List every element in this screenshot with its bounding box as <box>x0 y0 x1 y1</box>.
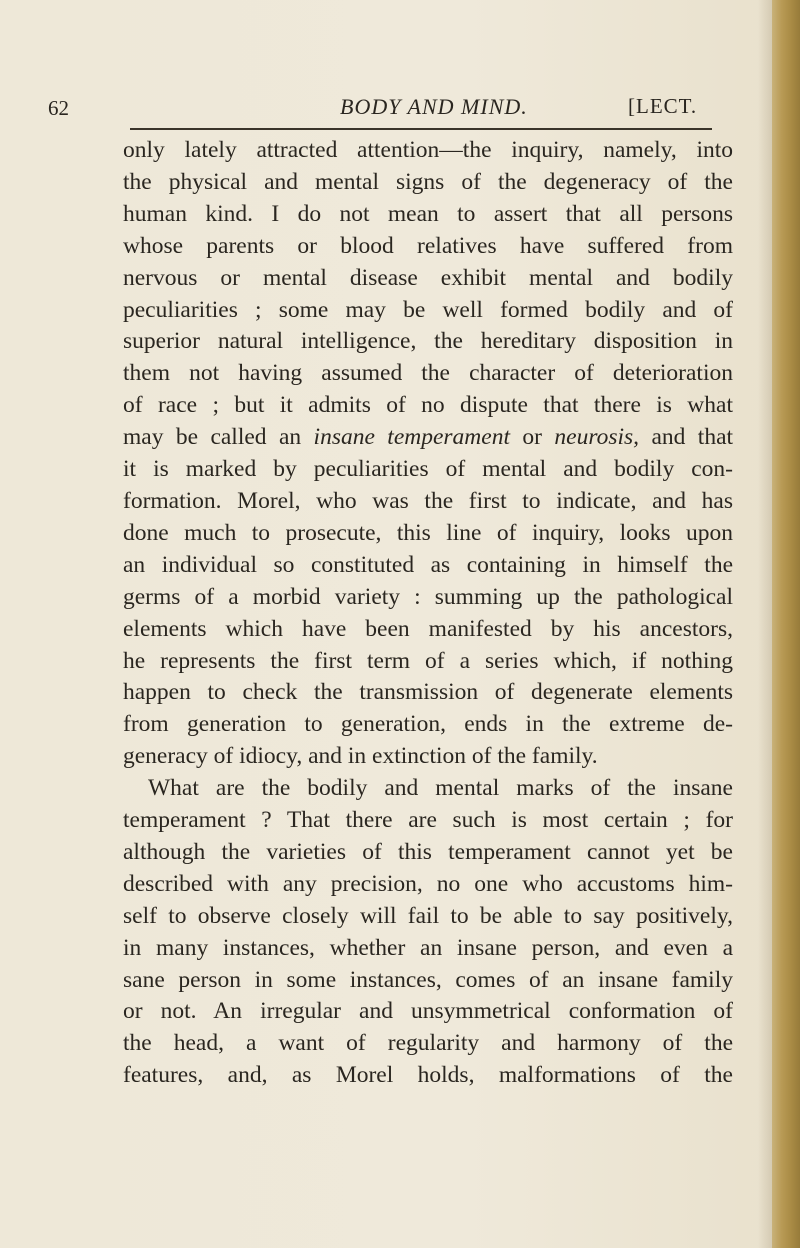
text-line: an individual so constituted as containing in himself the <box>123 551 733 578</box>
text-line: although the varieties of this temperament cannot yet be <box>123 838 733 865</box>
text-line: done much to prosecute, this line of inquiry, looks upon <box>123 519 733 546</box>
text-line: them not having assumed the character of deterioration <box>123 360 733 387</box>
text-line: or not. An irregular and unsymmetrical conformation of <box>123 998 733 1025</box>
text-line-with-italics <box>123 422 733 454</box>
text-line: it is marked by peculiarities of mental and bodily con- <box>123 456 733 483</box>
text-line: formation. Morel, who was the first to indicate, and has <box>123 487 733 514</box>
italic-term-neurosis: neurosis, <box>554 424 640 451</box>
running-title: BODY AND MIND. <box>340 94 528 119</box>
text-fragment: or <box>522 424 542 451</box>
text-line: germs of a morbid variety : summing up the pathological <box>123 583 733 610</box>
text-line: the physical and mental signs of the degeneracy of the <box>123 168 733 195</box>
text-line: from generation to generation, ends in the extreme de- <box>123 711 733 738</box>
text-line: superior natural intelligence, the hereditary disposition in <box>123 328 733 355</box>
page-gutter-shadow <box>758 0 772 1248</box>
text-line: he represents the first term of a series which, if nothing <box>123 647 733 674</box>
paragraph-end-line: generacy of idiocy, and in extinction of the family. <box>123 743 598 770</box>
text-line: of race ; but it admits of no dispute that there is what <box>123 392 733 419</box>
text-line: whose parents or blood relatives have suffered from <box>123 232 733 259</box>
header-rule <box>130 128 712 130</box>
text-line: self to observe closely will fail to be able to say positively, <box>123 902 733 929</box>
italic-term-insane-temperament: insane temperament <box>313 424 510 451</box>
text-line: temperament ? That there are such is most certain ; for <box>123 807 733 834</box>
page-edge <box>772 0 800 1248</box>
text-fragment: may be called an <box>123 424 302 451</box>
text-fragment: and that <box>651 424 734 451</box>
text-line: in many instances, whether an insane person, and even a <box>123 934 733 961</box>
text-line: only lately attracted attention—the inquiry, namely, into <box>123 137 733 163</box>
text-line: sane person in some instances, comes of an insane family <box>123 966 733 993</box>
text-line: the head, a want of regularity and harmony of the <box>123 1030 733 1057</box>
text-line: happen to check the transmission of degenerate elements <box>123 679 733 706</box>
text-line: features, and, as Morel holds, malformations of the <box>123 1062 733 1089</box>
section-mark: [LECT. <box>628 94 698 118</box>
page-header <box>48 94 716 128</box>
paragraph-start-line: What are the bodily and mental marks of the insane <box>148 775 733 802</box>
text-line: described with any precision, no one who accustoms him- <box>123 870 733 897</box>
text-line: human kind. I do not mean to assert that all persons <box>123 200 733 227</box>
text-line: peculiarities ; some may be well formed bodily and of <box>123 296 733 323</box>
body-text <box>123 135 733 1092</box>
page-number: 62 <box>48 96 69 120</box>
text-line: nervous or mental disease exhibit mental and bodily <box>123 264 733 291</box>
text-line: elements which have been manifested by his ancestors, <box>123 615 733 642</box>
